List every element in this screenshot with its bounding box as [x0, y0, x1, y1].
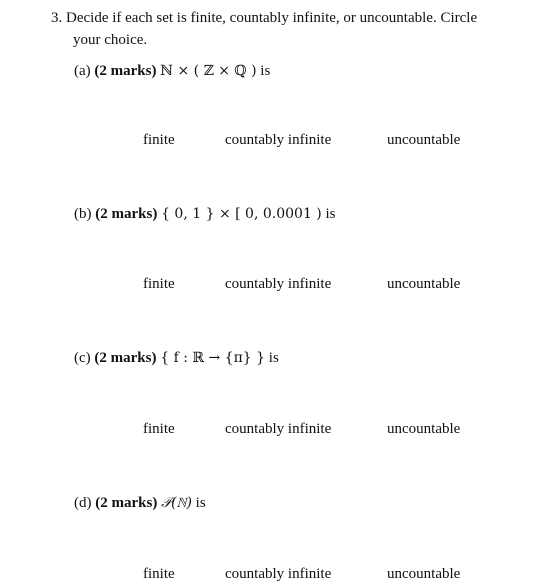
- part-c-suffix: is: [268, 350, 279, 366]
- part-a-suffix: is: [260, 63, 271, 79]
- part-d-prompt: [74, 493, 206, 513]
- part-d-choice-finite[interactable]: finite: [143, 566, 175, 582]
- part-b-choice-uncountable[interactable]: uncountable: [387, 276, 461, 292]
- part-d-choice-countably-infinite[interactable]: countably infinite: [225, 566, 332, 582]
- part-a-marks: (2 marks): [94, 63, 157, 79]
- part-b-choice-finite[interactable]: finite: [143, 276, 175, 292]
- part-d-choice-uncountable[interactable]: uncountable: [387, 566, 461, 582]
- part-a-choice-uncountable[interactable]: uncountable: [387, 132, 461, 148]
- part-c-expression: { f : ℝ → {π} }: [160, 350, 266, 366]
- part-b-marks: (2 marks): [95, 206, 158, 222]
- part-c-choice-uncountable[interactable]: uncountable: [387, 421, 461, 437]
- part-c-choice-finite[interactable]: finite: [143, 421, 175, 437]
- part-a-choice-finite[interactable]: finite: [143, 132, 175, 148]
- part-a-label: (a): [74, 63, 91, 79]
- question-number: 3.: [51, 10, 63, 26]
- part-d-label: (d): [74, 495, 92, 511]
- question-line-2: your choice.: [73, 32, 148, 48]
- part-c-label: (c): [74, 350, 91, 366]
- question-line-1: Decide if each set is finite, countably infinite, or uncountable. Circle: [66, 10, 478, 26]
- part-d-suffix: is: [195, 495, 206, 511]
- part-a-choice-countably-infinite[interactable]: countably infinite: [225, 132, 332, 148]
- part-a-prompt: [74, 61, 270, 81]
- part-b-label: (b): [74, 206, 92, 222]
- part-b-prompt: [74, 204, 336, 224]
- part-d-expression: 𝒫(ℕ): [161, 495, 192, 511]
- part-b-choice-countably-infinite[interactable]: countably infinite: [225, 276, 332, 292]
- part-d-marks: (2 marks): [95, 495, 158, 511]
- part-b-suffix: is: [325, 206, 336, 222]
- part-c-marks: (2 marks): [94, 350, 157, 366]
- question-text: [51, 7, 531, 51]
- part-c-choice-countably-infinite[interactable]: countably infinite: [225, 421, 332, 437]
- part-c-prompt: [74, 348, 279, 368]
- part-a-expression: ℕ × ( ℤ × ℚ ): [160, 63, 257, 79]
- part-b-expression: { 0, 1 } × [ 0, 0.0001 ): [161, 206, 322, 222]
